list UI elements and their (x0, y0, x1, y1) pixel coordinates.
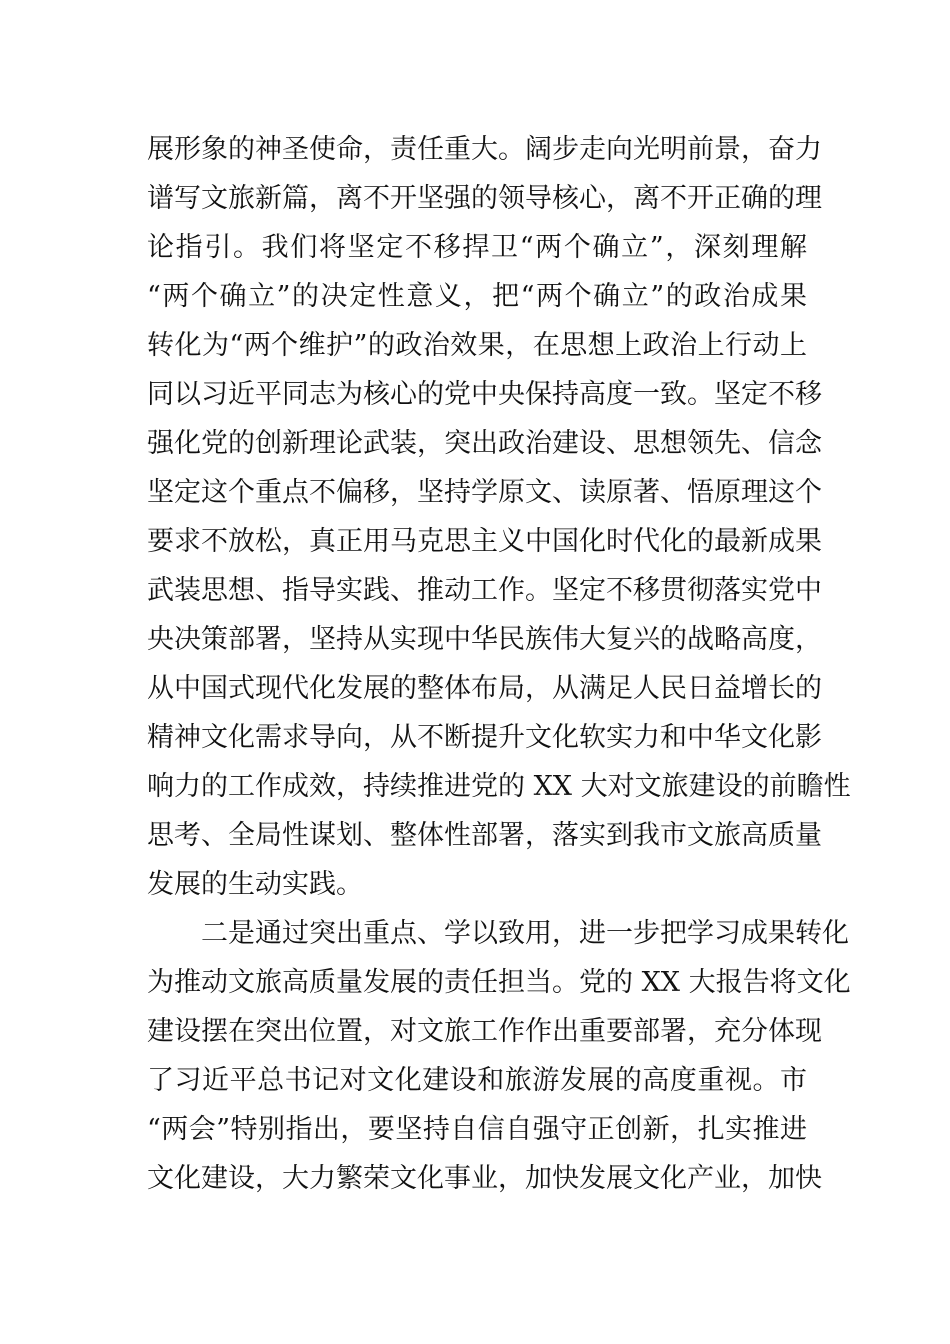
text-line: 发展的生动实践。 (147, 869, 363, 900)
text-line: 转化为“两个维护”的政治效果，在思想上政治上行动上 (147, 330, 807, 361)
text-line: “两个确立”的决定性意义，把“两个确立”的政治成果 (147, 281, 807, 312)
text-line: 精神文化需求导向，从不断提升文化软实力和中华文化影 (147, 722, 822, 753)
text-line: 坚定这个重点不偏移，坚持学原文、读原著、悟原理这个 (147, 477, 822, 508)
text-line: 响力的工作成效，持续推进党的 XX 大对文旅建设的前瞻性 (147, 771, 851, 802)
text-line: 同以习近平同志为核心的党中央保持高度一致。坚定不移 (147, 379, 822, 410)
text-line: 二是通过突出重点、学以致用，进一步把学习成果转化 (201, 918, 849, 949)
text-line: 建设摆在突出位置，对文旅工作作出重要部署，充分体现 (147, 1016, 822, 1047)
text-line: 从中国式现代化发展的整体布局，从满足人民日益增长的 (147, 673, 822, 704)
text-line: 要求不放松，真正用马克思主义中国化时代化的最新成果 (147, 526, 822, 557)
text-line: 为推动文旅高质量发展的责任担当。党的 XX 大报告将文化 (147, 967, 851, 998)
text-line: 央决策部署，坚持从实现中华民族伟大复兴的战略高度， (147, 624, 822, 655)
text-line: 思考、全局性谋划、整体性部署，落实到我市文旅高质量 (147, 820, 822, 851)
text-line: 了习近平总书记对文化建设和旅游发展的高度重视。市 (147, 1065, 807, 1096)
text-line: 展形象的神圣使命，责任重大。阔步走向光明前景，奋力 (147, 134, 822, 165)
text-line: 武装思想、指导实践、推动工作。坚定不移贯彻落实党中 (147, 575, 822, 606)
text-line: 强化党的创新理论武装，突出政治建设、思想领先、信念 (147, 428, 822, 459)
text-line: “两会”特别指出，要坚持自信自强守正创新，扎实推进 (147, 1114, 807, 1145)
text-line: 论指引。我们将坚定不移捍卫“两个确立”，深刻理解 (147, 232, 807, 263)
text-line: 文化建设，大力繁荣文化事业，加快发展文化产业，加快 (147, 1163, 822, 1194)
text-line: 谱写文旅新篇，离不开坚强的领导核心，离不开正确的理 (147, 183, 822, 214)
